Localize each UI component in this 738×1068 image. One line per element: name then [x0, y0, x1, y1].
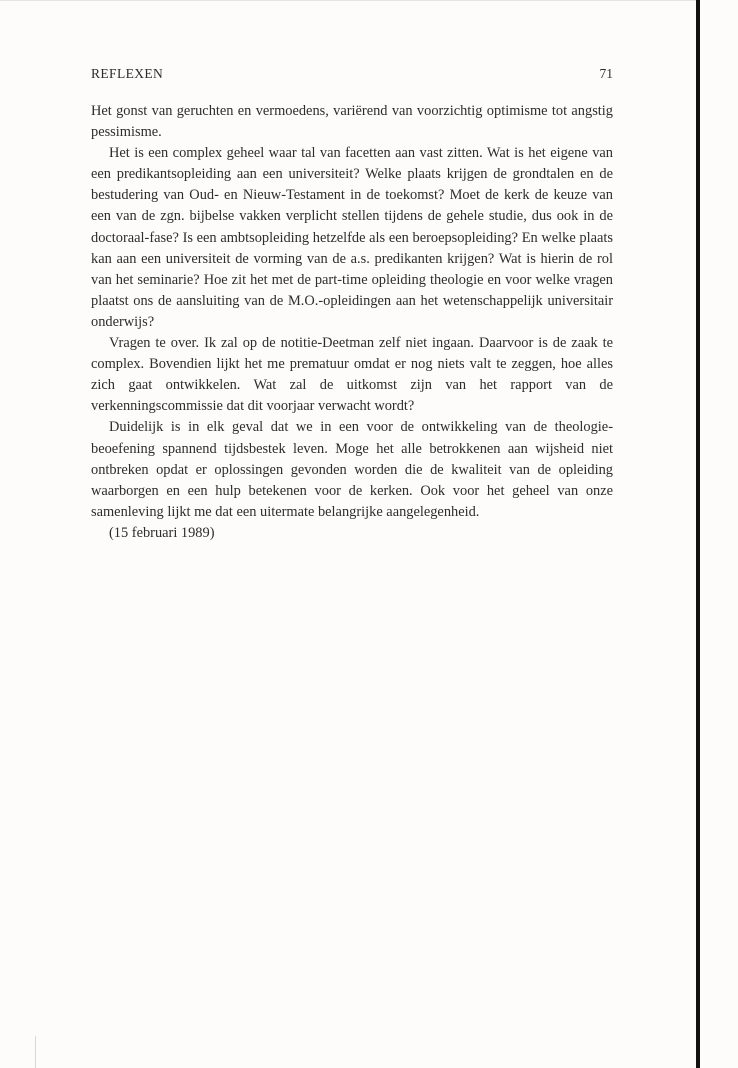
- running-header: [91, 66, 613, 84]
- running-title: REFLEXEN: [91, 66, 164, 81]
- body-text: [91, 101, 613, 544]
- paragraph-4: Duidelijk is in elk geval dat we in een voor de ontwikkeling van de theologie-beoefening spannend tijdsbestek leven. Moge het alle betrokkenen aan wijsheid niet ontbreken opdat er oplossingen gevonden worden die de kwaliteit van de opleiding waarborgen en een hulp betekenen voor de kerken. Ook voor het geheel van onze samenleving lijkt me dat een uitermate belangrijke aangelegenheid.: [91, 419, 613, 520]
- scan-edge-mark: [35, 1036, 36, 1068]
- scan-top-edge: [0, 0, 700, 1]
- paragraph-3: Vragen te over. Ik zal op de notitie-Deetman zelf niet ingaan. Daarvoor is de zaak te complex. Bovendien lijkt het me prematuur omdat er nog niets valt te zeggen, hoe alles zich gaat ontwikkelen. Wat zal de uitkomst zijn van het rapport van de verkenningscommissie dat dit voorjaar verwacht wordt?: [91, 335, 613, 415]
- page-number: 71: [599, 66, 613, 81]
- paragraph-1: Het gonst van geruchten en vermoedens, variërend van voorzichtig optimisme tot angstig pessimisme.: [91, 103, 613, 141]
- date-line: (15 februari 1989): [109, 524, 215, 541]
- scan-binding-shadow: [696, 0, 700, 1068]
- paragraph-2: Het is een complex geheel waar tal van facetten aan vast zitten. Wat is het eigene van een predikantsopleiding aan een universiteit? Welke plaats krijgen de grondtalen en de bestudering van Oud- en Nieuw-Testament in de toekomst? Moet de kerk de keuze van een van de zgn. bijbelse vakken verplicht stellen tijdens de gehele studie, dus ook in de doctoraal-fase? Is een ambtsopleiding hetzelfde als een beroepsopleiding? En welke plaats kan aan een universiteit de vorming van de a.s. predikanten krijgen? Wat is hierin de rol van het seminarie? Hoe zit het met de part-time opleiding theologie en voor welke vragen plaatst ons de aansluiting van de M.O.-opleidingen aan het wetenschappelijk universitair onderwijs?: [91, 145, 613, 330]
